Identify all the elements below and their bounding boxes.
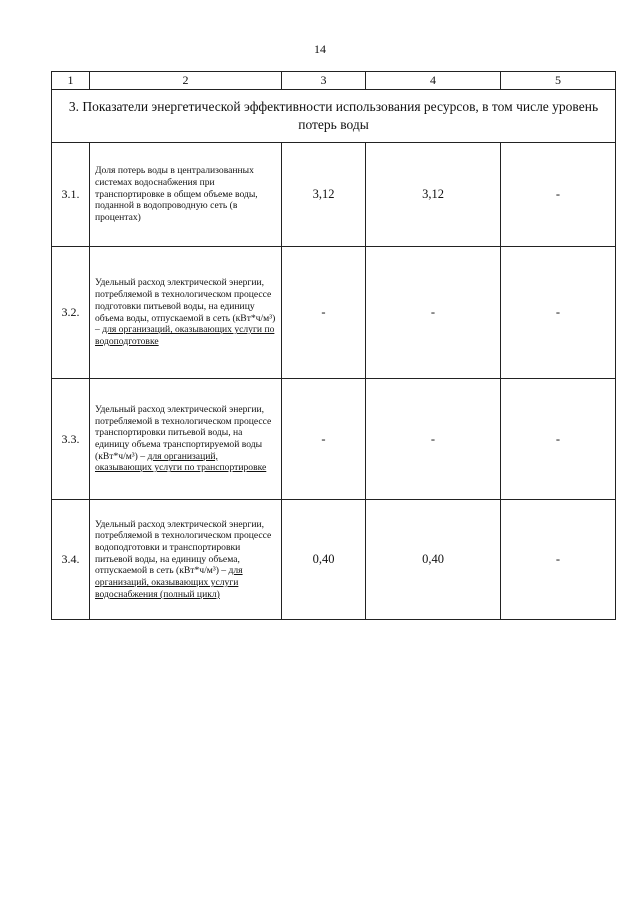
row-value-col3: 0,40 xyxy=(282,500,366,620)
row-value-col5: - xyxy=(501,379,616,500)
row-value-col4: 0,40 xyxy=(366,500,501,620)
column-header-3: 3 xyxy=(282,72,366,90)
row-value-col5: - xyxy=(501,500,616,620)
column-header-5: 5 xyxy=(501,72,616,90)
row-value-col5: - xyxy=(501,247,616,379)
row-description xyxy=(90,247,282,379)
column-header-2: 2 xyxy=(90,72,282,90)
row-value-col3: 3,12 xyxy=(282,143,366,247)
row-number: 3.2. xyxy=(52,247,90,379)
description-text: Удельный расход электрической энергии, потребляемой в технологическом процессе подготовки питьевой воды, на единицу объема воды, отпускаемой в сеть (кВт*ч/м³) – xyxy=(95,277,276,336)
table-row xyxy=(52,379,616,500)
description-text: Доля потерь воды в централизованных системах водоснабжения при транспортировке в общем объеме воды, поданной в водопроводную сеть (в процентах) xyxy=(95,165,258,224)
indicators-table xyxy=(51,71,616,620)
row-number: 3.1. xyxy=(52,143,90,247)
table-row xyxy=(52,143,616,247)
row-value-col4: 3,12 xyxy=(366,143,501,247)
section-row xyxy=(52,90,616,143)
table-row xyxy=(52,247,616,379)
row-number: 3.4. xyxy=(52,500,90,620)
row-value-col4: - xyxy=(366,379,501,500)
row-description xyxy=(90,379,282,500)
row-description xyxy=(90,500,282,620)
description-note: для организаций, оказывающих услуги по транспортировке xyxy=(95,450,267,474)
description-text: Удельный расход электрической энергии, потребляемой в технологическом процессе водоподготовки и транспортировки питьевой воды, на единицу объема, отпускаемой в сеть (кВт*ч/м³) – xyxy=(95,518,272,577)
column-number-row xyxy=(52,72,616,90)
description-text: Удельный расход электрической энергии, потребляемой в технологическом процессе транспортировки питьевой воды, на единицу объема транспортируемой воды (кВт*ч/м³) – xyxy=(95,403,272,462)
row-value-col4: - xyxy=(366,247,501,379)
description-note: для организаций, оказывающих услуги водоснабжения (полный цикл) xyxy=(95,565,243,600)
column-header-4: 4 xyxy=(366,72,501,90)
table-row xyxy=(52,500,616,620)
description-note: для организаций, оказывающих услуги по водоподготовке xyxy=(95,324,275,347)
row-value-col3: - xyxy=(282,379,366,500)
page-number: 14 xyxy=(314,42,326,56)
section-title: 3. Показатели энергетической эффективности использования ресурсов, в том числе уровень потерь воды xyxy=(52,90,616,143)
column-header-1: 1 xyxy=(52,72,90,90)
row-value-col5: - xyxy=(501,143,616,247)
row-number: 3.3. xyxy=(52,379,90,500)
row-description xyxy=(90,143,282,247)
row-value-col3: - xyxy=(282,247,366,379)
